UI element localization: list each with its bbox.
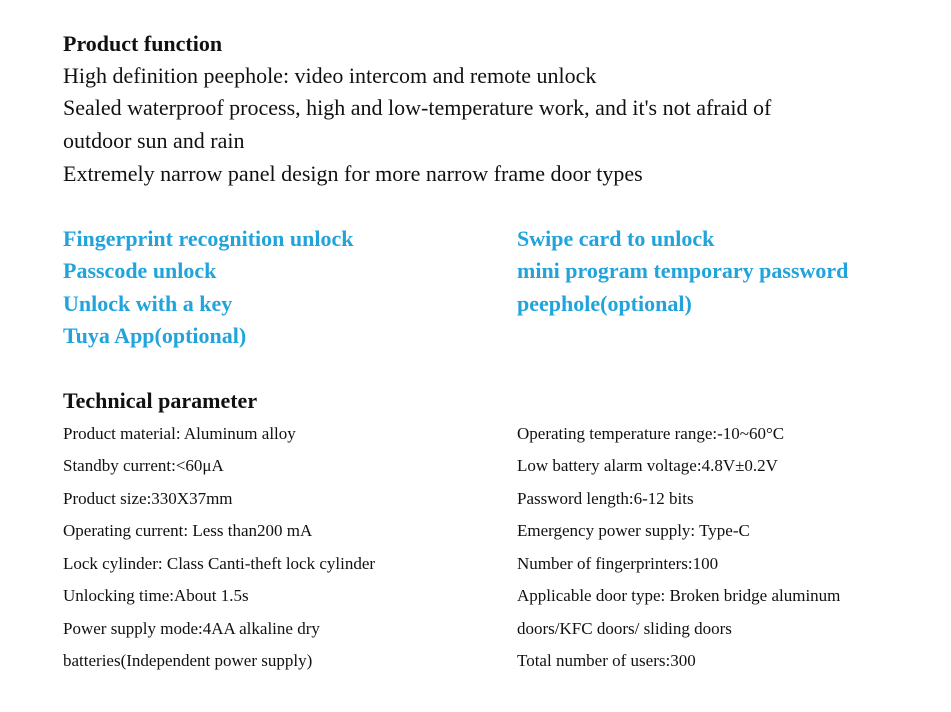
param-lock-cylinder: Lock cylinder: Class Canti-theft lock cylinder bbox=[63, 554, 376, 573]
feature-passcode: Passcode unlock bbox=[63, 258, 217, 283]
feature-tuya-app: Tuya App(optional) bbox=[63, 323, 247, 348]
param-total-users: Total number of users:300 bbox=[517, 651, 696, 670]
param-power-supply-cont: batteries(Independent power supply) bbox=[63, 651, 313, 670]
param-product-material: Product material: Aluminum alloy bbox=[63, 424, 296, 443]
param-standby-current: Standby current:<60μA bbox=[63, 456, 224, 475]
function-line: outdoor sun and rain bbox=[63, 128, 245, 153]
param-password-length: Password length:6-12 bits bbox=[517, 489, 694, 508]
param-emergency-power: Emergency power supply: Type-C bbox=[517, 521, 750, 540]
param-product-size: Product size:330X37mm bbox=[63, 489, 233, 508]
technical-parameter-heading: Technical parameter bbox=[63, 388, 258, 413]
feature-key: Unlock with a key bbox=[63, 291, 233, 316]
feature-peephole: peephole(optional) bbox=[517, 291, 692, 316]
param-operating-temperature: Operating temperature range:-10~60°C bbox=[517, 424, 785, 443]
feature-mini-program: mini program temporary password bbox=[517, 258, 849, 283]
param-operating-current: Operating current: Less than200 mA bbox=[63, 521, 313, 540]
param-door-type: Applicable door type: Broken bridge aluminum bbox=[517, 586, 841, 605]
param-door-type-cont: doors/KFC doors/ sliding doors bbox=[517, 619, 732, 638]
function-line: Extremely narrow panel design for more narrow frame door types bbox=[63, 161, 643, 186]
param-power-supply: Power supply mode:4AA alkaline dry bbox=[63, 619, 320, 638]
param-fingerprint-count: Number of fingerprinters:100 bbox=[517, 554, 719, 573]
function-line: High definition peephole: video intercom and remote unlock bbox=[63, 63, 597, 88]
param-low-battery-alarm: Low battery alarm voltage:4.8V±0.2V bbox=[517, 456, 778, 475]
feature-swipe-card: Swipe card to unlock bbox=[517, 226, 715, 251]
feature-fingerprint: Fingerprint recognition unlock bbox=[63, 226, 354, 251]
param-unlocking-time: Unlocking time:About 1.5s bbox=[63, 586, 249, 605]
function-line: Sealed waterproof process, high and low-temperature work, and it's not afraid of bbox=[63, 95, 772, 120]
product-function-heading: Product function bbox=[63, 31, 223, 56]
